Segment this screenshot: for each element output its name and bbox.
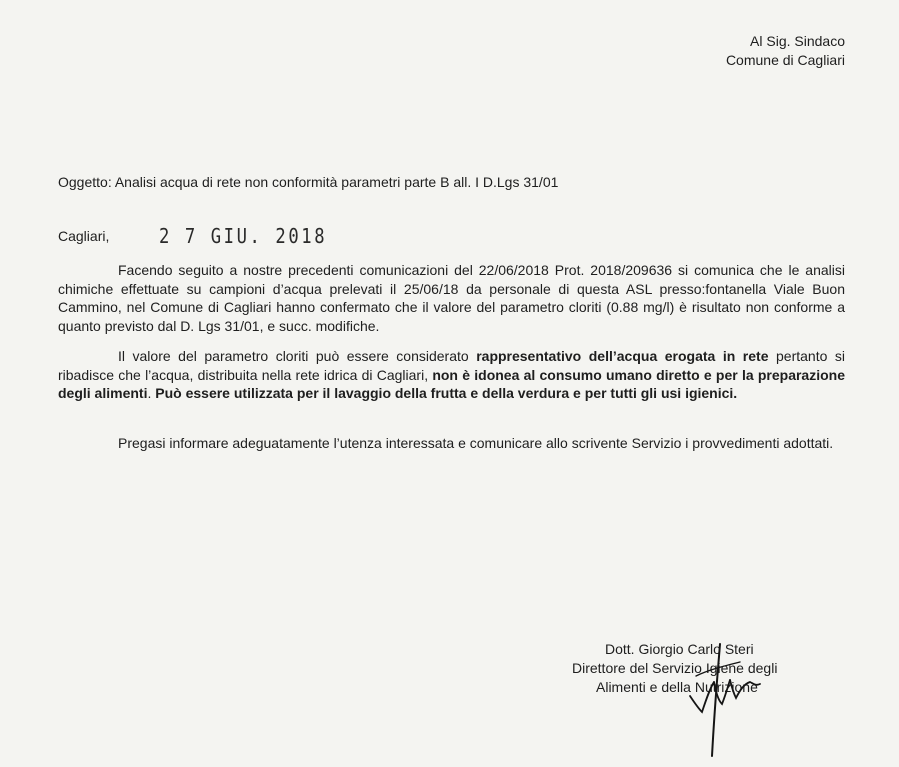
handwritten-signature [668, 640, 778, 760]
place-label: Cagliari, [58, 228, 110, 244]
signatory-title-2: Alimenti e della Nutrizione [596, 679, 758, 695]
paragraph-1-text: Facendo seguito a nostre precedenti comunicazioni del 22/06/2018 Prot. 2018/209636 si comunica che le analisi chimiche effettuate su campioni d’acqua prelevati il 25/06/18 da personale di questa ASL presso:fontanella Viale Buon Cammino, nel Comune di Cagliari hanno confermato che il valore del parametro cloriti (0.88 mg/l) è risultato non conforme a quanto previsto dal D. Lgs 31/01, e succ. modifiche. [58, 262, 845, 334]
date-stamp: 2 7 GIU. 2018 [159, 224, 328, 248]
signatory-title-1: Direttore del Servizio Igiene degli [572, 660, 778, 676]
paragraph-2-part-3: . [147, 385, 156, 401]
paragraph-1 [58, 261, 845, 335]
recipient-line-2: Comune di Cagliari [725, 52, 845, 68]
paragraph-3 [58, 434, 845, 453]
recipient-block [726, 32, 845, 70]
paragraph-3-text: Pregasi informare adeguatamente l’utenza interessata e comunicare allo scrivente Servizio i provvedimenti adottati. [118, 435, 834, 451]
place-date-line [58, 224, 355, 248]
paragraph-2-part-2: pertanto si ribadisce che l’acqua, distribuita nella rete idrica di Cagliari, [58, 348, 846, 383]
paragraph-2-part-1: Il valore del parametro cloriti può essere considerato [118, 348, 477, 364]
recipient-line-1: Al Sig. Sindaco [750, 33, 845, 49]
paragraph-2-text [58, 347, 845, 403]
subject-line: Oggetto: Analisi acqua di rete non conformità parametri parte B all. I D.Lgs 31/01 [58, 174, 559, 190]
paragraph-2 [58, 347, 845, 403]
paragraph-2-bold-2: non è idonea al consumo umano diretto e per la preparazione degli alimenti [58, 366, 846, 401]
signatory-name: Dott. Giorgio Carlo Steri [605, 641, 754, 657]
paragraph-2-bold-3: Può essere utilizzata per il lavaggio della frutta e della verdura e per tutti gli usi igienici. [155, 385, 738, 401]
paragraph-2-bold-1: rappresentativo dell’acqua erogata in rete [476, 348, 769, 364]
